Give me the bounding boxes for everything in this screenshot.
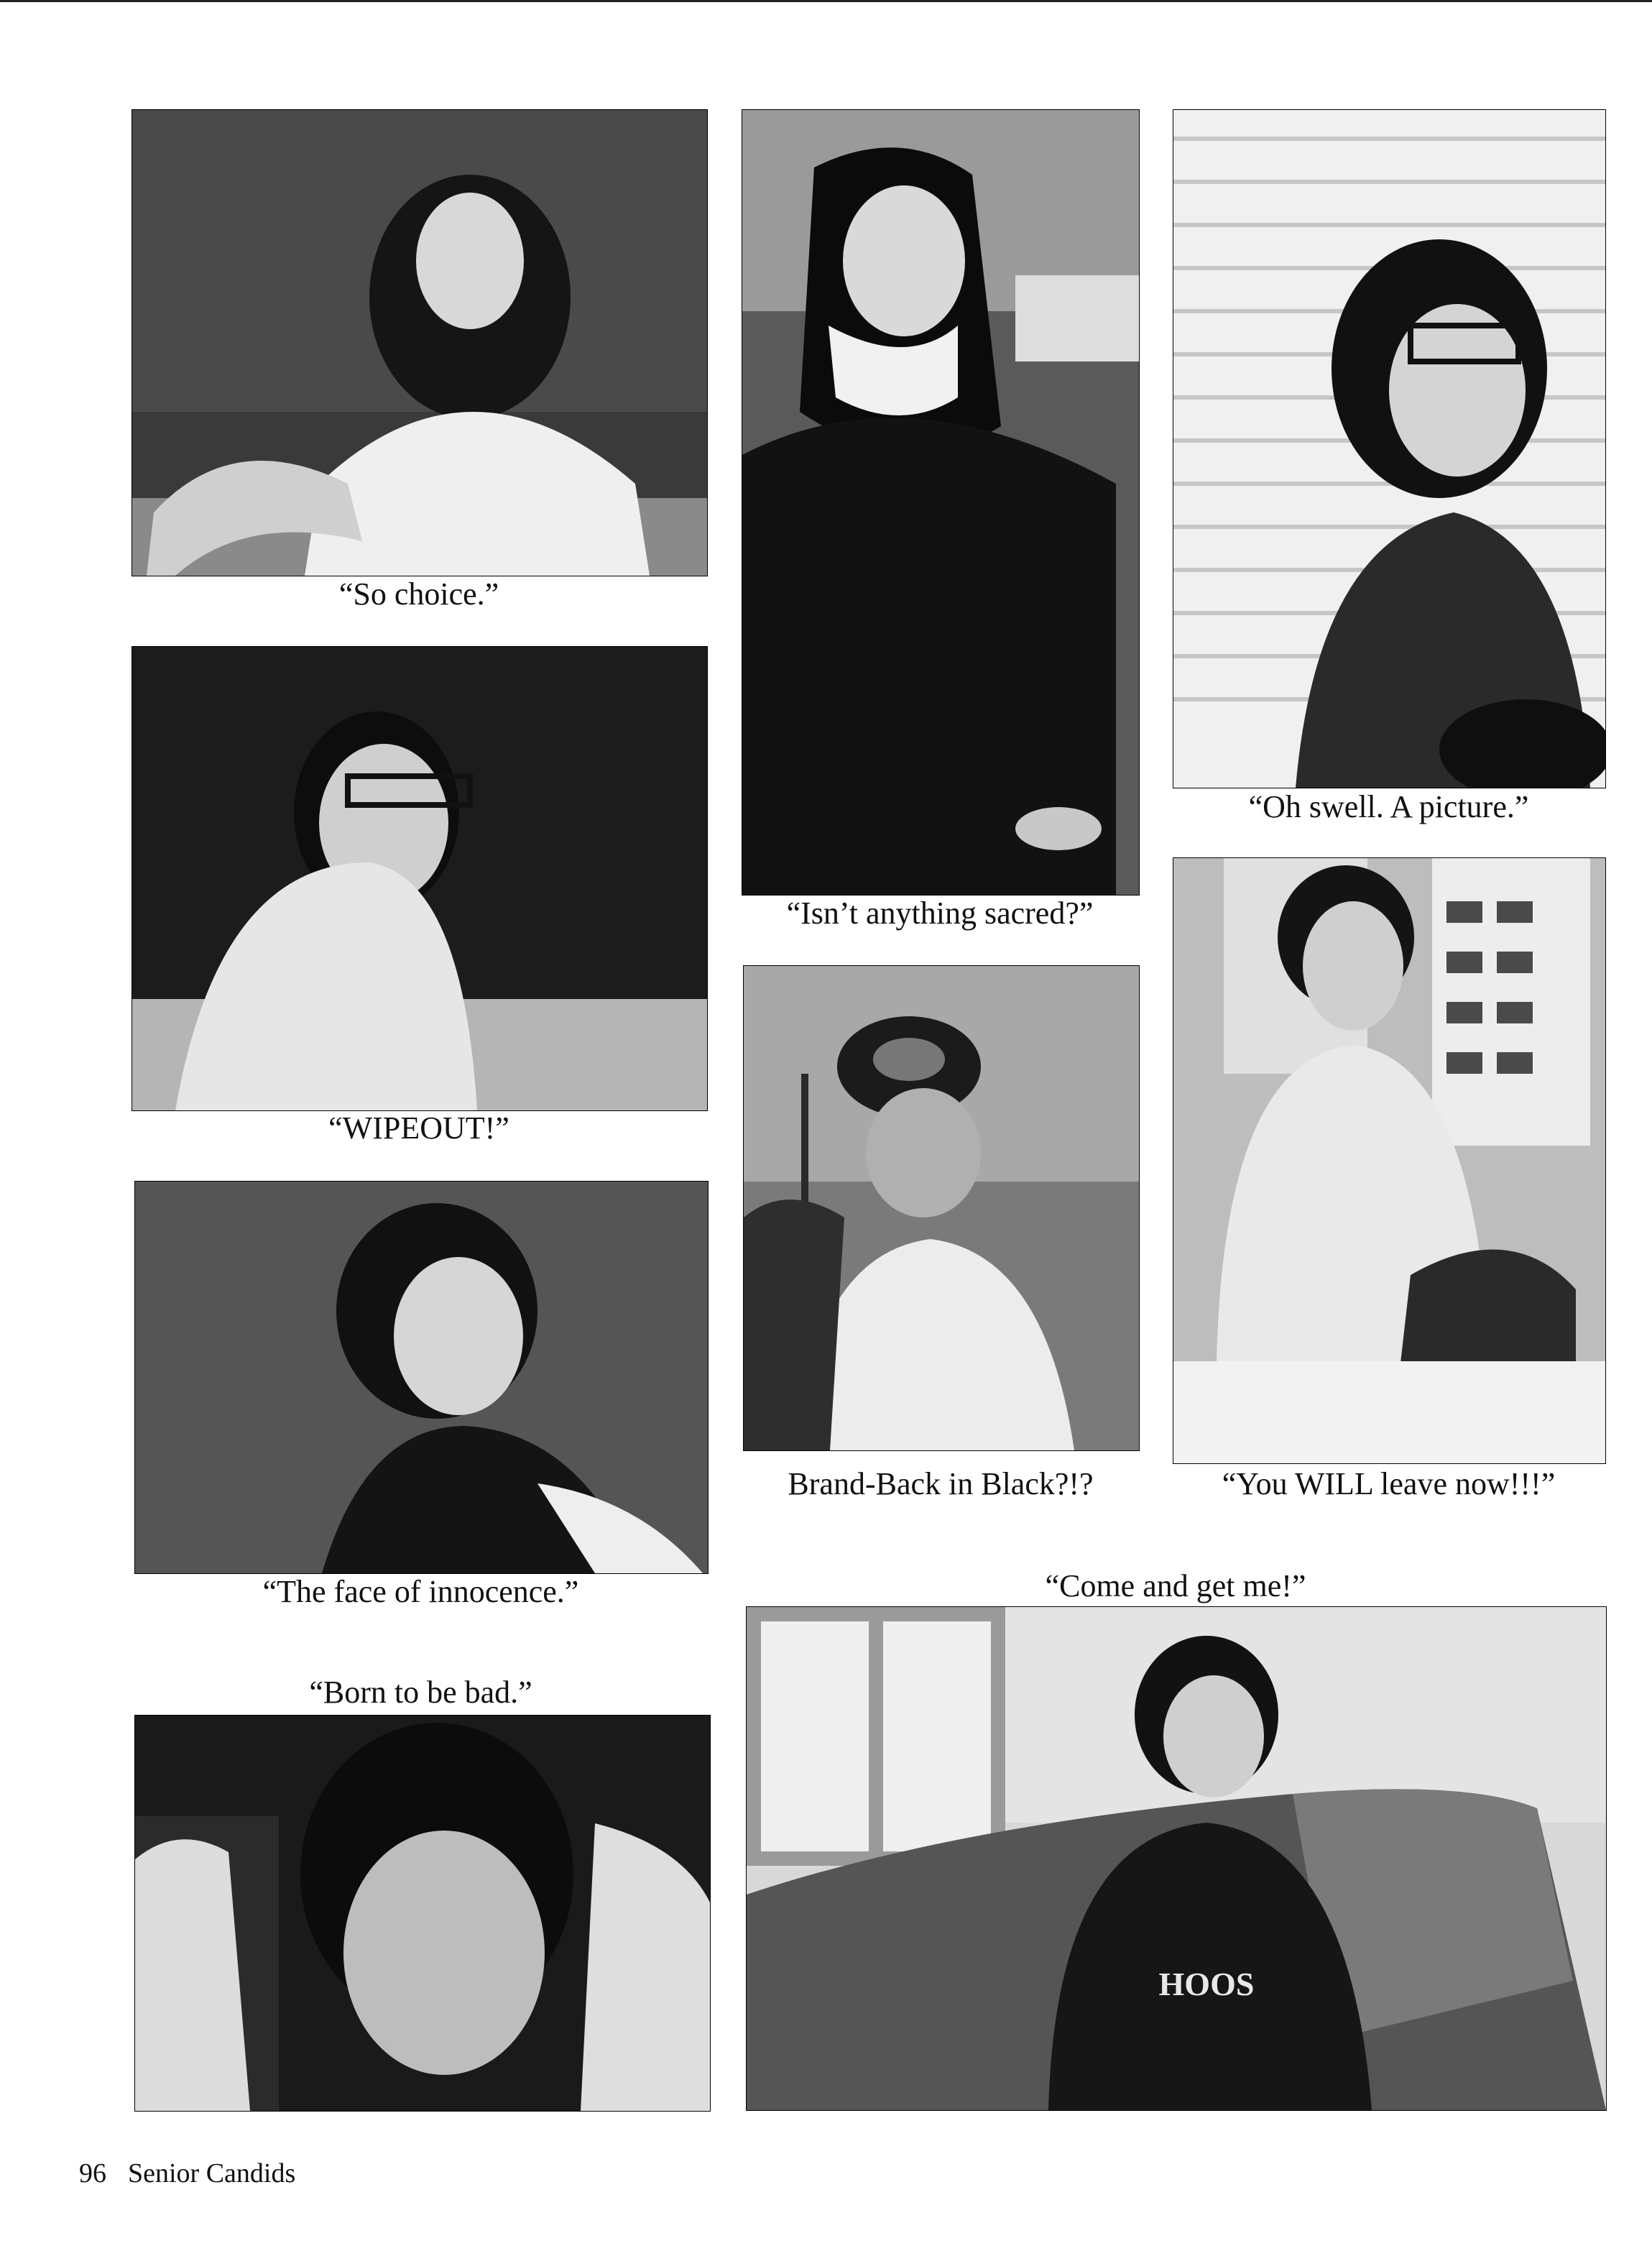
- photo-brand-back-in-black: [743, 965, 1140, 1451]
- photo-born-to-be-bad: [134, 1715, 711, 2112]
- photo-so-choice: [131, 109, 708, 576]
- caption-isnt-anything-sacred: “Isn’t anything sacred?”: [786, 896, 1094, 931]
- page-number: 96: [79, 2158, 106, 2188]
- page-footer: [79, 2156, 295, 2191]
- caption-born-to-be-bad: “Born to be bad.”: [309, 1675, 532, 1710]
- photo-come-and-get-me: [746, 1606, 1607, 2111]
- caption-face-of-innocence: “The face of innocence.”: [262, 1574, 579, 1609]
- svg-text:HOOS: HOOS: [1158, 1966, 1255, 2002]
- photo-isnt-anything-sacred: [742, 109, 1140, 896]
- top-rule: [0, 0, 1652, 2]
- caption-wipeout: “WIPEOUT!”: [328, 1110, 509, 1146]
- caption-you-will-leave-now: “You WILL leave now!!!”: [1222, 1466, 1556, 1501]
- photo-wipeout: [131, 646, 708, 1111]
- caption-brand-back-in-black: Brand-Back in Black?!?: [788, 1466, 1094, 1501]
- caption-come-and-get-me: “Come and get me!”: [1045, 1568, 1306, 1603]
- photo-face-of-innocence: [134, 1181, 709, 1574]
- caption-so-choice: “So choice.”: [338, 576, 499, 612]
- caption-oh-swell: “Oh swell. A picture.”: [1248, 789, 1529, 824]
- photo-you-will-leave-now: [1173, 857, 1606, 1464]
- section-title: Senior Candids: [128, 2158, 296, 2188]
- photo-oh-swell: [1173, 109, 1606, 788]
